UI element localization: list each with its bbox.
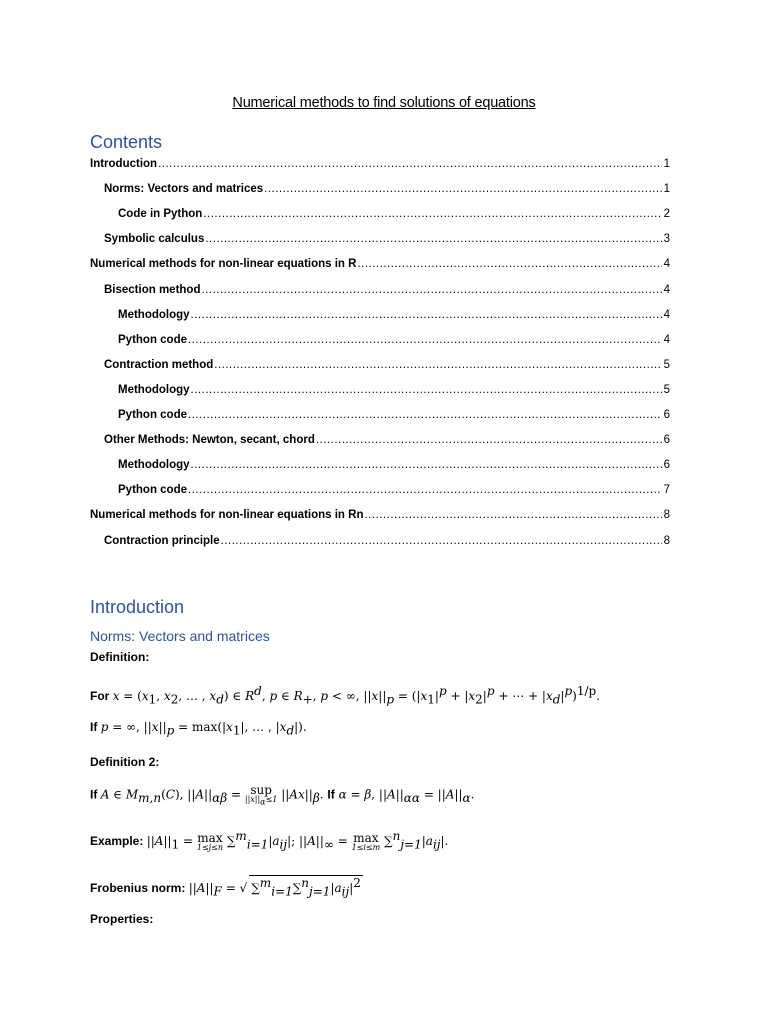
toc-entry-title: Python code xyxy=(118,409,188,421)
toc-entry[interactable] xyxy=(104,233,670,249)
toc-entry-title: Numerical methods for non-linear equations in R xyxy=(90,258,357,271)
toc-entry-title: Code in Python xyxy=(118,208,203,221)
definition-formula-inf-norm: If p = ∞, $||x||_p = \max(|x_1|$, … , $|x_d|$). xyxy=(90,720,307,738)
toc-entry-title: Contraction principle xyxy=(104,534,220,547)
toc-entry[interactable] xyxy=(118,208,670,224)
toc-entry[interactable] xyxy=(104,359,670,375)
toc-entry[interactable] xyxy=(104,434,670,450)
toc-entry-page: 5 xyxy=(663,383,670,396)
toc-entry[interactable] xyxy=(118,409,670,425)
p-norm-formula: x xyxy=(112,689,120,703)
toc-entry-title: Introduction xyxy=(90,158,158,170)
toc-entry[interactable] xyxy=(118,484,670,500)
toc-dot-leader xyxy=(203,208,661,220)
toc-entry-page: 4 xyxy=(663,308,670,321)
toc-dot-leader xyxy=(264,183,661,195)
toc-dot-leader xyxy=(158,158,662,170)
toc-entry[interactable] xyxy=(90,509,670,525)
toc-entry-title: Other Methods: Newton, secant, chord xyxy=(104,434,315,447)
toc-entry[interactable] xyxy=(118,309,670,325)
toc-entry-page: 6 xyxy=(663,459,670,472)
toc-entry-title: Methodology xyxy=(118,459,190,472)
toc-entry-page: 6 xyxy=(663,434,670,447)
toc-entry-title: Methodology xyxy=(118,383,190,396)
toc-dot-leader xyxy=(191,384,662,396)
toc-entry-page: 5 xyxy=(663,358,670,371)
example-formula: Example: $||A||_1$ = max 1≤j≤n $\sum^m_{i=1}|a_{ij}|$; $||A||_\infty$ = max 1≤i≤m $\sum^n_{j=1}|a_{ij}|$. xyxy=(90,829,449,852)
toc-entry-page: 8 xyxy=(663,509,670,522)
toc-entry-title: Symbolic calculus xyxy=(104,233,205,246)
toc-dot-leader xyxy=(201,284,661,296)
toc-entry[interactable] xyxy=(118,334,670,350)
toc-dot-leader xyxy=(188,334,662,346)
document-title: Numerical methods to find solutions of equations xyxy=(232,95,536,111)
toc-entry-page: 4 xyxy=(663,258,670,271)
toc-dot-leader xyxy=(188,484,662,496)
toc-dot-leader xyxy=(191,459,662,471)
toc-entry-page: 1 xyxy=(663,183,670,196)
toc-entry-title: Python code xyxy=(118,333,188,346)
example-label: Example: xyxy=(90,834,144,848)
properties-label: Properties: xyxy=(90,912,154,926)
toc-entry-title: Contraction method xyxy=(104,358,214,371)
toc-entry-title: Numerical methods for non-linear equations in Rn xyxy=(90,509,364,522)
frobenius-formula: Frobenius norm: $||A||_F$ = √ $\sum^m_{i=1}\sum^n_{j=1}|a_{ij}|^2$ xyxy=(90,876,361,899)
toc-entry[interactable] xyxy=(90,258,670,274)
toc-dot-leader xyxy=(188,409,662,421)
frobenius-label: Frobenius norm: xyxy=(90,881,186,895)
toc-entry-title: Methodology xyxy=(118,308,190,321)
toc-entry-title: Bisection method xyxy=(104,283,201,296)
toc-entry[interactable] xyxy=(104,284,670,300)
toc-dot-leader xyxy=(364,509,661,521)
if-label: If xyxy=(90,720,98,734)
toc-dot-leader xyxy=(357,258,661,270)
toc-entry[interactable] xyxy=(118,459,670,475)
toc-entry[interactable] xyxy=(90,158,670,174)
definition2-label: Definition 2: xyxy=(90,755,160,769)
toc-entry-page: 4 xyxy=(663,333,670,346)
toc-entry-page: 4 xyxy=(663,283,670,296)
toc-entry-page: 1 xyxy=(663,158,670,170)
section-heading-introduction: Introduction xyxy=(90,597,185,617)
toc-entry-page: 7 xyxy=(663,484,670,497)
for-label: For xyxy=(90,689,110,703)
toc-dot-leader xyxy=(191,309,662,321)
toc-entry-page: 6 xyxy=(663,409,670,421)
toc-entry-page: 8 xyxy=(663,534,670,547)
subsection-heading-norms: Norms: Vectors and matrices xyxy=(90,628,270,644)
toc-dot-leader xyxy=(316,434,662,446)
definition-formula-p-norm: For $x = (x_1$, $x_2$, … , $x_d$) ∈ $R^d$, p ∈ $R_+$, p < ∞, $||x||_p = (|x_1|^p + |x_2|^p$ + ⋯ + $|x_d|^p)^{1/p}$. xyxy=(90,684,601,707)
toc-entry[interactable] xyxy=(104,535,670,551)
toc-dot-leader xyxy=(221,535,662,547)
definition-label: Definition: xyxy=(90,650,150,664)
toc-entry[interactable] xyxy=(104,183,670,199)
toc-dot-leader xyxy=(214,359,661,371)
contents-heading: Contents xyxy=(90,132,163,152)
toc-dot-leader xyxy=(205,233,661,245)
toc-entry[interactable] xyxy=(118,384,670,400)
definition2-formula: If A ∈ $M_{m,n}(C)$, $||A||_{\alpha\beta}$ = sup $||x||_\alpha\le 1$ $||Ax||_\beta$. If α = β, $||A||_{\alpha\alpha} = ||A||_\alpha$. xyxy=(90,783,475,807)
toc-entry-title: Norms: Vectors and matrices xyxy=(104,183,264,196)
toc-entry-title: Python code xyxy=(118,484,188,497)
toc-entry-page: 2 xyxy=(663,208,670,221)
toc-entry-page: 3 xyxy=(663,233,670,246)
